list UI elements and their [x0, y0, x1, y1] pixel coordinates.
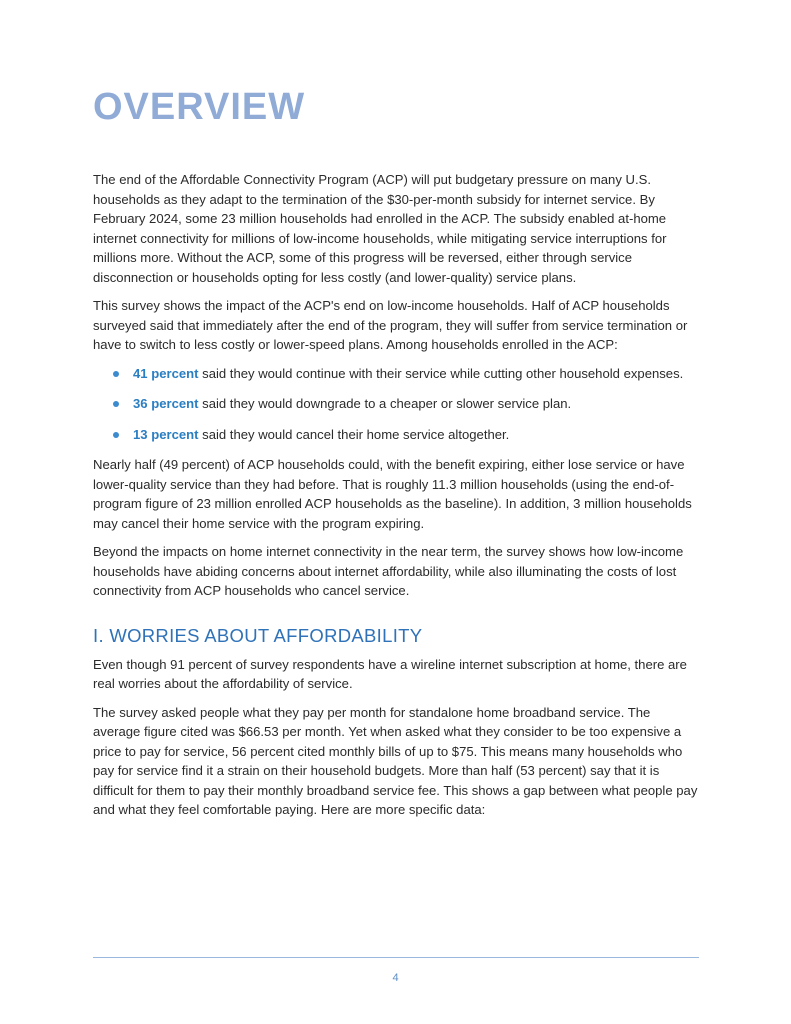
- paragraph-survey-pricing: The survey asked people what they pay per month for standalone home broadband service. The average figure cited was $66.53 per month. Yet when asked what they consider to be too expensive a price to pay for service, 56 percent cited monthly bills of up to $75. This means many households who pay for service find it a strain on their household budgets. More than half (53 percent) say that it is difficult for them to pay their monthly broadband service fee. This shows a gap between what people pay and what they feel comfortable paying. Here are more specific data:: [93, 704, 698, 817]
- bullet-highlight: 41 percent: [133, 365, 199, 381]
- bullet-text: said they would cancel their home service altogether.: [198, 426, 510, 442]
- bullet-list: [93, 364, 699, 445]
- section-heading: I. WORRIES ABOUT AFFORDABILITY: [93, 624, 423, 646]
- paragraph-affordability-worries: Even though 91 percent of survey respondents have a wireline internet subscription at home, there are real worries about the affordability of service.: [93, 656, 687, 691]
- bullet-dot-icon: [113, 401, 119, 407]
- bullet-highlight: 36 percent: [133, 396, 199, 411]
- bullet-text: said they would downgrade to a cheaper or slower service plan.: [198, 396, 572, 411]
- bullet-dot-icon: [113, 432, 119, 438]
- paragraph-intro: The end of the Affordable Connectivity Program (ACP) will put budgetary pressure on many U.S. households as they adapt to the termination of the $30-per-month subsidy for internet service. By February 2024, some 23 million households had enrolled in the ACP. The subsidy enabled at-home internet connectivity for millions of low-income households, while mitigating service interruptions for millions more. Without the ACP, some of this progress will be reversed, either through service disconnection or households opting for less costly (and lower-quality) service plans.: [93, 172, 667, 285]
- bullet-text: said they would continue with their service while cutting other household expenses.: [198, 365, 684, 381]
- page-title: OVERVIEW: [93, 86, 306, 128]
- bullet-item: [93, 364, 699, 384]
- bullet-item: [93, 394, 699, 414]
- bullet-item: [93, 425, 699, 445]
- paragraph-survey-impact: This survey shows the impact of the ACP's end on low-income households. Half of ACP households surveyed said that immediately after the end of the program, they will suffer from service termination or have to switch to less costly or lower-speed plans. Among households enrolled in the ACP:: [93, 298, 688, 352]
- bullet-dot-icon: [113, 371, 119, 377]
- paragraph-nearly-half: Nearly half (49 percent) of ACP households could, with the benefit expiring, either lose service or have lower-quality service than they had before. That is roughly 11.3 million households (using the end-of-program figure of 23 million enrolled ACP households as the baseline). In addition, 3 million households may cancel their home service with the program expiring.: [93, 457, 692, 531]
- footer-divider: [93, 957, 699, 958]
- body-text: [93, 170, 699, 829]
- bullet-highlight: 13 percent: [133, 426, 199, 442]
- paragraph-beyond-impacts: Beyond the impacts on home internet connectivity in the near term, the survey shows how low-income households have abiding concerns about internet affordability, while also illuminating the costs of lost connectivity from ACP households who cancel service.: [93, 544, 684, 598]
- page-number: 4: [392, 972, 399, 984]
